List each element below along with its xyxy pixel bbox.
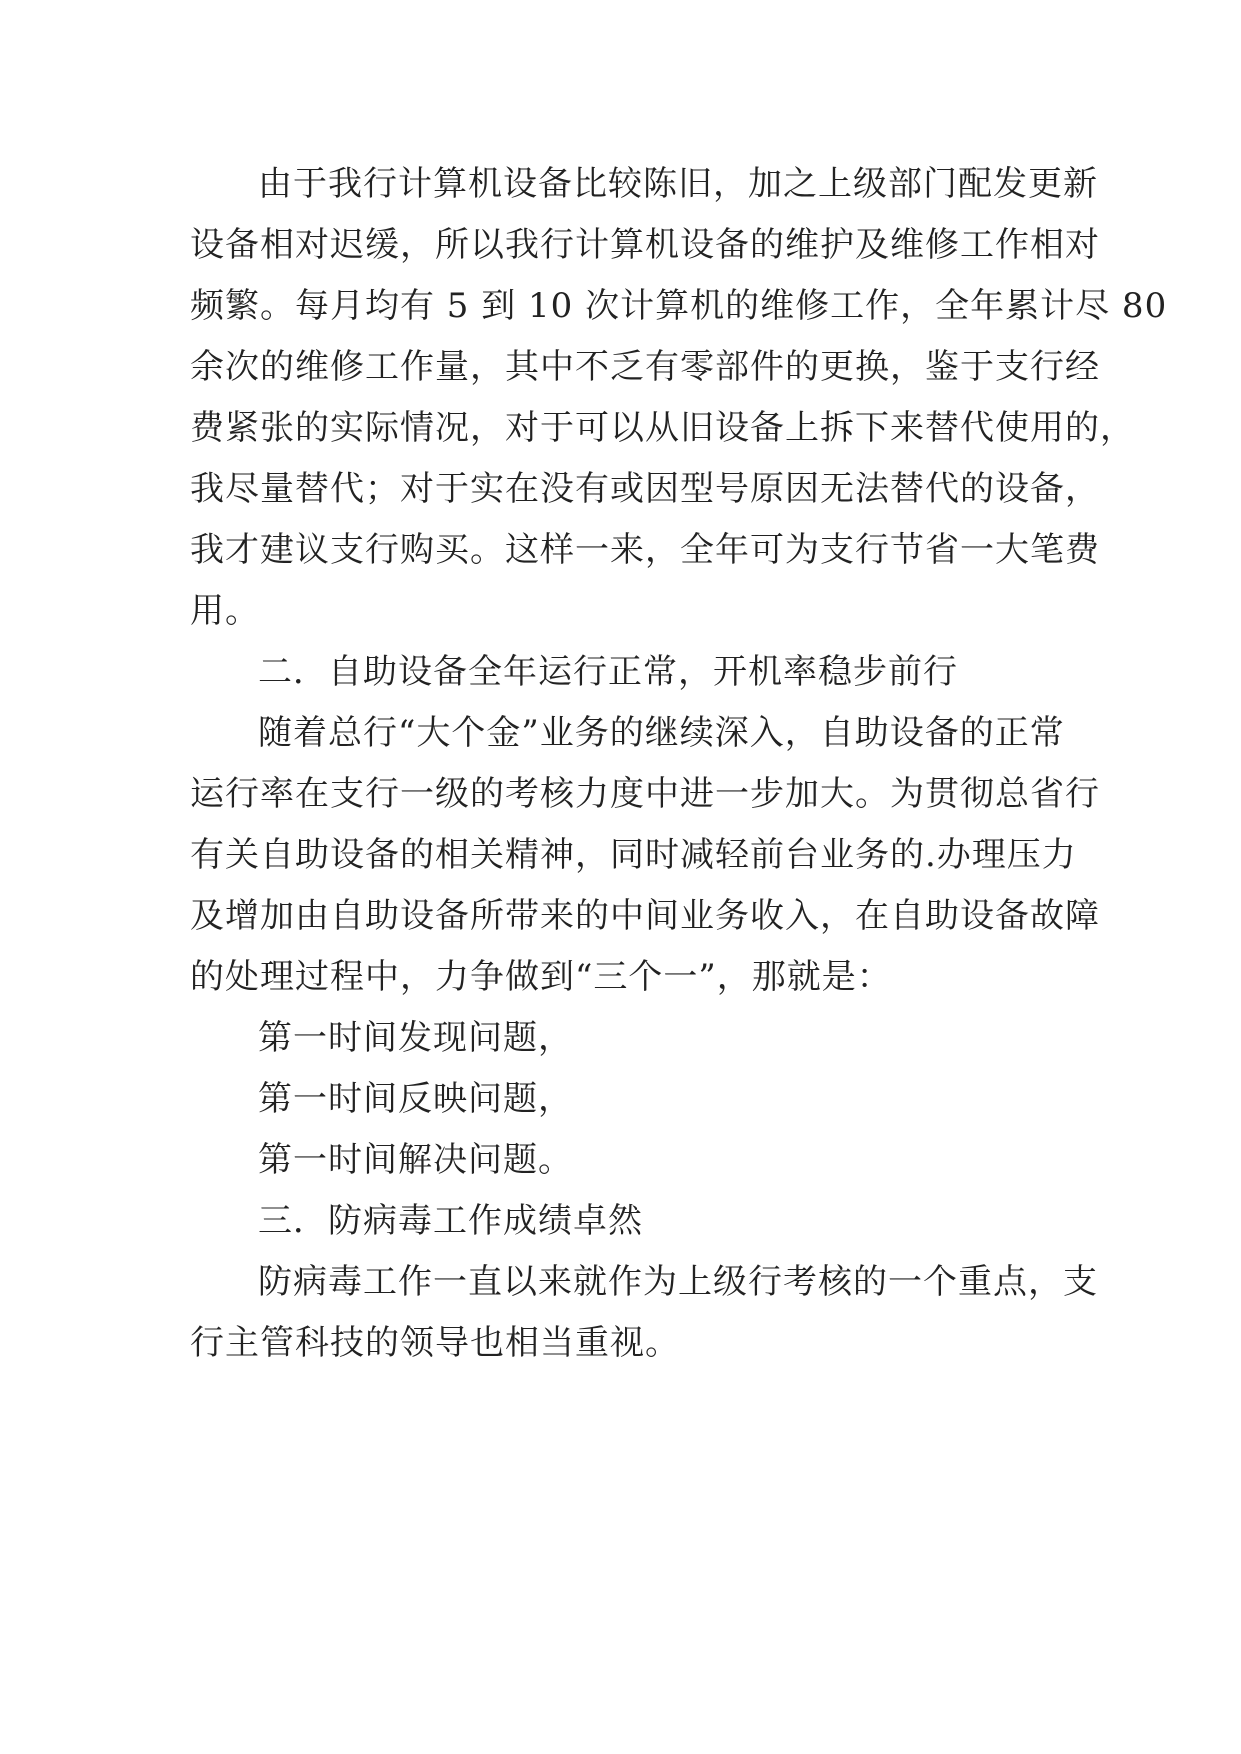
list-item: 第一时间反映问题， [258, 1079, 573, 1119]
text-line: 频繁。每月均有 5 到 10 次计算机的维修工作，全年累计尽 80 [190, 286, 1168, 326]
text-line: 余次的维修工作量，其中不乏有零部件的更换，鉴于支行经 [190, 347, 1100, 387]
text-line: 的处理过程中，力争做到“三个一”，那就是： [190, 957, 892, 997]
text-line: 用。 [190, 591, 260, 631]
text-line: 由于我行计算机设备比较陈旧，加之上级部门配发更新 [258, 164, 1098, 204]
text-line: 我才建议支行购买。这样一来，全年可为支行节省一大笔费 [190, 530, 1100, 570]
list-item: 第一时间发现问题， [258, 1018, 573, 1058]
text-line: 运行率在支行一级的考核力度中进一步加大。为贯彻总省行 [190, 774, 1100, 814]
text-line: 防病毒工作一直以来就作为上级行考核的一个重点，支 [258, 1262, 1098, 1302]
text-line: 费紧张的实际情况，对于可以从旧设备上拆下来替代使用的， [190, 408, 1135, 448]
text-line: 我尽量替代；对于实在没有或因型号原因无法替代的设备， [190, 469, 1100, 509]
text-line: 及增加由自助设备所带来的中间业务收入，在自助设备故障 [190, 896, 1100, 936]
section-heading: 二．自助设备全年运行正常，开机率稳步前行 [258, 652, 958, 692]
text-line: 行主管科技的领导也相当重视。 [190, 1323, 680, 1363]
text-line: 随着总行“大个金”业务的继续深入，自助设备的正常 [258, 713, 1065, 753]
list-item: 第一时间解决问题。 [258, 1140, 573, 1180]
text-line: 设备相对迟缓，所以我行计算机设备的维护及维修工作相对 [190, 225, 1100, 265]
section-heading: 三．防病毒工作成绩卓然 [258, 1201, 643, 1241]
text-line: 有关自助设备的相关精神，同时减轻前台业务的.办理压力 [190, 835, 1077, 875]
